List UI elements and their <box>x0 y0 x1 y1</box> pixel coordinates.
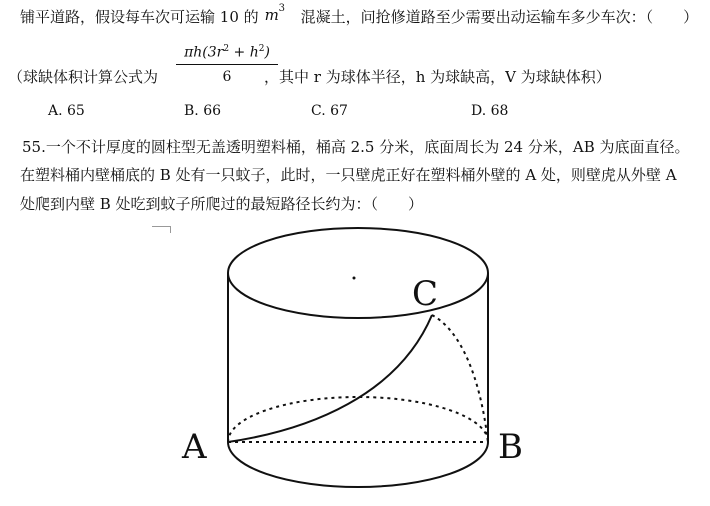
formula-numerator <box>176 40 278 65</box>
option-d: D. 68 <box>471 103 509 119</box>
unit-exponent: 3 <box>278 3 285 14</box>
formula-num-part-1: πh(3r <box>184 44 224 61</box>
inner-wall-path-c-to-b <box>432 315 488 442</box>
formula-num-part-2: + h <box>229 44 259 61</box>
problem54-question-line <box>20 3 699 28</box>
bottom-rim-front <box>228 442 488 487</box>
problem55-line-3: 处爬到内壁 B 处吃到蚊子所爬过的最短路径长约为：（ ） <box>20 195 424 213</box>
formula-num-part-3: ) <box>264 44 270 61</box>
label-b: B <box>498 427 523 467</box>
unit-base: m <box>264 6 279 24</box>
corner-mark <box>152 226 171 233</box>
line2-text-after: ，其中 r 为球体半径，h 为球缺高，V 为球缺体积） <box>264 68 611 86</box>
formula-denominator: 6 <box>222 68 232 85</box>
top-rim <box>228 228 488 318</box>
outer-wall-path-a-to-c <box>228 315 432 442</box>
problem55-line-2: 在塑料桶内壁桶底的 B 处有一只蚊子，此时，一只壁虎正好在塑料桶外壁的 A 处，则壁虎从外壁 A <box>20 166 677 184</box>
label-a: A <box>182 427 207 467</box>
line1-text-after: 混凝土，问抢修道路至少需要出动运输车多少车次：（ ） <box>300 8 699 26</box>
formula-explanation-line <box>8 66 611 88</box>
cylinder-figure <box>170 225 540 500</box>
top-center-dot <box>353 277 356 280</box>
formula-num-exp-1: 2 <box>223 44 230 54</box>
cubic-meter-unit <box>259 3 301 28</box>
problem55-line-1: 55.一个不计厚度的圆柱型无盖透明塑料桶，桶高 2.5 分米，底面周长为 24 分米，AB 为底面直径。 <box>22 138 690 156</box>
line2-text-before: （球缺体积计算公式为 <box>8 68 159 86</box>
option-a: A. 65 <box>48 103 85 119</box>
option-c: C. 67 <box>311 103 348 119</box>
label-c: C <box>412 274 439 314</box>
formula-num-exp-2: 2 <box>258 44 265 54</box>
line1-text-before: 铺平道路，假设每车次可运输 10 的 <box>20 8 259 26</box>
option-b: B. 66 <box>184 103 222 119</box>
